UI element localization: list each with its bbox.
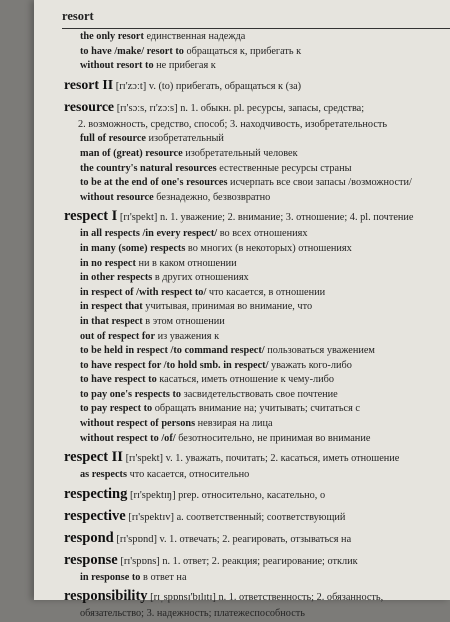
- phrase: to pay one's respects to: [80, 388, 182, 400]
- phrase: without respect of persons: [80, 418, 196, 430]
- translation: учитывая, принимая во внимание, что: [142, 301, 313, 313]
- translation: что касается, относительно: [127, 469, 250, 481]
- phrase-line: [64, 227, 450, 242]
- translation: во всех отношениях: [217, 228, 308, 240]
- phrase-line: [64, 300, 450, 315]
- transcription: [rɪ'spekt]: [117, 212, 158, 224]
- entry-head: [64, 448, 450, 468]
- translation: безнадежно, безвозвратно: [153, 191, 271, 203]
- translation: касаться, иметь отношение к чему-либо: [156, 374, 335, 386]
- translation: из уважения к: [155, 330, 220, 342]
- phrase: without resort to: [80, 60, 154, 72]
- transcription: [rɪˌspɒnsɪ'bɪlɪtɪ]: [147, 592, 216, 604]
- phrase: in many (some) respects: [80, 242, 186, 254]
- translation: безотносительно, не принимая во внимание: [175, 432, 371, 444]
- headword: response: [64, 551, 118, 568]
- phrase: to be at the end of one's resources: [80, 177, 228, 189]
- definition: 2. возможность, средство, способ; 3. находчивость, изобретательность: [78, 118, 388, 130]
- headword: respecting: [64, 485, 128, 502]
- phrase: without respect to /of/: [80, 432, 176, 444]
- headword: respond: [64, 529, 114, 546]
- entry-head: [64, 529, 450, 549]
- translation: обращаться к, прибегать к: [183, 45, 302, 57]
- definition: a. соответственный; соответствующий: [174, 511, 346, 523]
- phrase-line: [64, 176, 450, 191]
- phrase: to have respect for /to hold smb. in respect/: [80, 359, 269, 371]
- entry-head: [64, 98, 450, 118]
- translation: что касается, в отношении: [206, 286, 326, 298]
- phrase-line: [64, 132, 450, 147]
- headword: respect I: [64, 208, 118, 225]
- definition: n. 1. обыкн. pl. ресурсы, запасы, средства;: [177, 102, 365, 114]
- phrase: to have /make/ resort to: [80, 45, 184, 57]
- phrase-line: [64, 315, 450, 330]
- transcription: [rɪ'spɒns]: [117, 555, 160, 567]
- definition: n. 1. ответственность; 2. обязанность,: [215, 592, 384, 604]
- headword: respective: [64, 507, 126, 524]
- phrase: man of (great) resource: [80, 147, 183, 159]
- translation: изобретательный человек: [182, 147, 298, 159]
- translation: в других отношениях: [152, 272, 249, 284]
- phrase: the country's natural resources: [80, 162, 217, 174]
- translation: исчерпать все свои запасы /возможности/: [227, 177, 412, 189]
- phrase: in no respect: [80, 257, 136, 269]
- definition: обязательство; 3. надежность; платежеспособность: [80, 608, 305, 620]
- phrase-line: [64, 162, 450, 177]
- phrase-line: [64, 191, 450, 206]
- phrase: out of respect for: [80, 330, 156, 342]
- translation: не прибегая к: [153, 60, 216, 72]
- translation: единственная надежда: [143, 31, 246, 42]
- phrase: the only resort: [80, 31, 144, 42]
- phrase-line: [64, 271, 450, 286]
- phrase-line: [64, 359, 450, 374]
- phrase-line: [64, 468, 450, 483]
- translation: пользоваться уважением: [264, 345, 375, 357]
- definition-continuation: [64, 118, 450, 133]
- dictionary-page: [34, 0, 450, 620]
- phrase: as respects: [80, 469, 127, 481]
- phrase-line: [64, 286, 450, 301]
- definition: v. 1. отвечать; 2. реагировать, отзываться на: [156, 533, 352, 545]
- transcription: [rɪ'spektɪŋ]: [127, 489, 176, 501]
- phrase: in respect of /with respect to/: [80, 286, 207, 298]
- translation: обращать внимание на; учитывать; считаться с: [152, 403, 360, 415]
- phrase-line: [64, 257, 450, 272]
- transcription: [rɪ'sɔːs, rɪ'zɔːs]: [114, 102, 178, 114]
- phrase: to have respect to: [80, 374, 157, 386]
- definition: v. 1. уважать, почитать; 2. касаться, иметь отношение: [163, 453, 400, 465]
- phrase-line: [64, 571, 450, 586]
- phrase: without resource: [80, 191, 154, 203]
- phrase: to pay respect to: [80, 403, 153, 415]
- transcription: [rɪ'zɔːt]: [113, 80, 147, 92]
- headword: respect II: [64, 449, 123, 466]
- entry-head: [64, 207, 450, 227]
- phrase-line: [64, 388, 450, 403]
- translation: засвидетельствовать свое почтение: [181, 388, 338, 400]
- translation: уважать кого-либо: [268, 359, 352, 371]
- entry-head: [64, 551, 450, 571]
- translation: естественные ресурсы страны: [216, 162, 352, 174]
- phrase: in respect that: [80, 301, 143, 313]
- phrase-line: [64, 373, 450, 388]
- translation: в ответ на: [140, 571, 187, 583]
- phrase-line: [64, 147, 450, 162]
- entries-column: [64, 30, 450, 622]
- phrase: to be held in respect /to command respect/: [80, 345, 265, 357]
- definition: n. 1. уважение; 2. внимание; 3. отношение; 4. pl. почтение: [157, 212, 414, 224]
- phrase-line: [64, 330, 450, 345]
- headword: resource: [64, 98, 115, 114]
- phrase-line: [64, 45, 450, 60]
- running-head: resort: [62, 9, 94, 23]
- page-header: [62, 6, 450, 29]
- definition-continuation: [64, 607, 450, 622]
- phrase-line: [64, 402, 450, 417]
- phrase: in other respects: [80, 272, 153, 284]
- definition: prep. относительно, касательно, о: [175, 489, 326, 501]
- entry-head: [64, 485, 450, 505]
- translation: изобретательный: [145, 133, 224, 145]
- entry-head: [64, 76, 450, 96]
- headword: resort II: [64, 76, 114, 92]
- translation: в этом отношении: [142, 315, 225, 327]
- phrase: in that respect: [80, 315, 143, 327]
- definition: n. 1. ответ; 2. реакция; реагирование; отклик: [159, 555, 358, 567]
- phrase-line: [64, 344, 450, 359]
- translation: во многих (в некоторых) отношениях: [185, 242, 352, 254]
- transcription: [rɪ'spekt]: [122, 453, 164, 465]
- translation: ни в каком отношении: [135, 257, 237, 269]
- translation: невзирая на лица: [195, 418, 273, 430]
- entry-head: [64, 507, 450, 527]
- headword: responsibility: [64, 588, 148, 605]
- phrase: full of resource: [80, 133, 146, 145]
- definition: v. (to) прибегать, обращаться к (за): [146, 80, 302, 92]
- phrase-line: [64, 242, 450, 257]
- phrase-line: [64, 417, 450, 432]
- phrase: in all respects /in every respect/: [80, 228, 218, 240]
- transcription: [rɪ'spɒnd]: [113, 533, 157, 545]
- phrase-line: [64, 432, 450, 447]
- transcription: [rɪ'spektɪv]: [125, 511, 174, 523]
- phrase-line: [64, 59, 450, 74]
- phrase-line: [64, 30, 450, 45]
- phrase: in response to: [80, 571, 141, 583]
- entry-head: [64, 587, 450, 607]
